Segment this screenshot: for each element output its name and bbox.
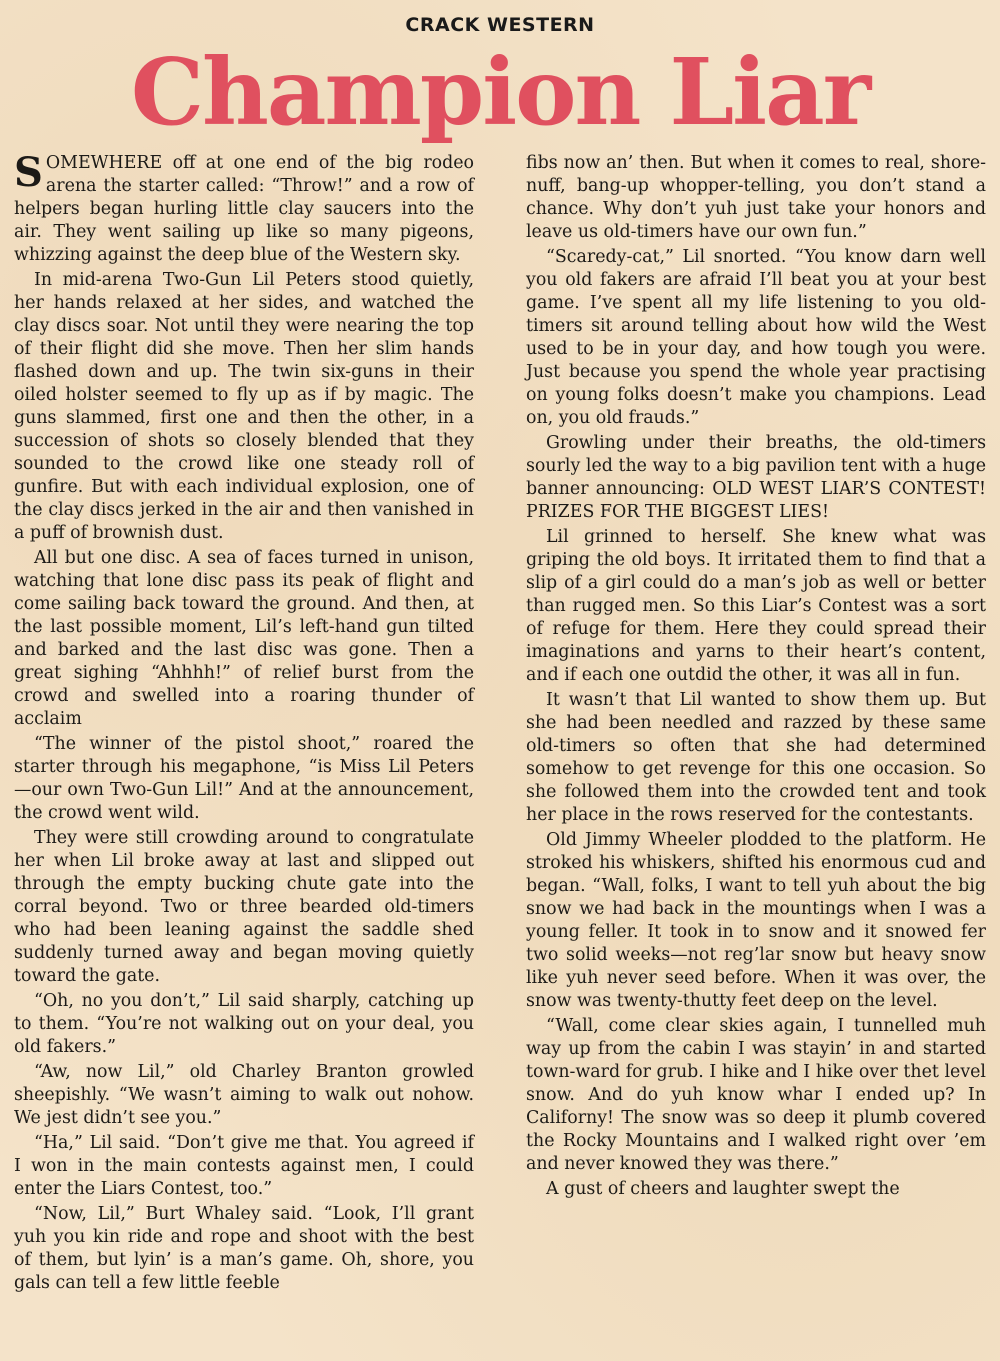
drop-cap: S	[14, 149, 43, 196]
paragraph: “Aw, now Lil,” old Charley Branton growled sheepishly. “We wasn’t aiming to walk out nohow. We jest didn’t see you.”	[14, 1062, 474, 1128]
paragraph: Lil grinned to herself. She knew what was griping the old boys. It irritated them to find that a slip of a girl could do a man’s job as well or better than rugged men. So this Liar’s Contest was a sort of refuge for them. Here they could spread their imaginations and yarns to their heart’s content, and if each one outdid the other, it was all in fun.	[526, 527, 986, 685]
paragraph: They were still crowding around to congratulate her when Lil broke away at last and slipped out through the empty bucking chute gate into the corral beyond. Two or three bearded old-timers who had been leaning against the saddle shed suddenly turned away and began moving quietly toward the gate.	[14, 828, 474, 986]
masthead: CRACK WESTERN	[405, 14, 595, 36]
paragraph: “The winner of the pistol shoot,” roared the starter through his megaphone, “is Miss Lil Peters—our own Two-Gun Lil!” And at the announcement, the crowd went wild.	[14, 734, 474, 823]
paragraph: “Now, Lil,” Burt Whaley said. “Look, I’ll grant yuh you kin ride and rope and shoot with the best of them, but lyin’ is a man’s game. Oh, shore, you gals can tell a few little feeble	[14, 1204, 474, 1293]
left-column	[14, 149, 474, 1297]
paragraph: A gust of cheers and laughter swept the	[546, 1179, 900, 1199]
paragraph: SOMEWHERE off at one end of the big rodeo arena the starter called: “Throw!” and a row of helpers began hurling little clay saucers into the air. They went sailing up like so many pigeons, whizzing against the deep blue of the Western sky.	[14, 149, 474, 265]
paragraph: All but one disc. A sea of faces turned in unison, watching that lone disc pass its peak of flight and come sailing back toward the ground. And then, at the last possible moment, Lil’s left-hand gun tilted and barked and the last disc was gone. Then a great sighing “Ahhhh!” of relief burst from the crowd and swelled into a roaring thunder of acclaim	[14, 548, 474, 729]
paragraph: It wasn’t that Lil wanted to show them up. But she had been needled and razzed by these same old-timers so often that she had determined somehow to get revenge for this one occasion. So she followed them into the crowded tent and took her place in the rows reserved for the contestants.	[526, 690, 986, 825]
paragraph: In mid-arena Two-Gun Lil Peters stood quietly, her hands relaxed at her sides, and watched the clay discs soar. Not until they were nearing the top of their flight did she move. Then her slim hands flashed down and up. The twin six-guns in their oiled holster seemed to fly up as if by magic. The guns slammed, first one and then the other, in a succession of shots so closely blended that they sounded to the crowd like one steady roll of gunfire. But with each individual explosion, one of the clay discs jerked in the air and then vanished in a puff of brownish dust.	[14, 270, 474, 543]
story-title: Champion Liar	[130, 38, 870, 146]
right-column	[526, 152, 986, 1203]
paragraph: fibs now an’ then. But when it comes to real, shore-nuff, bang-up whopper-telling, you don’t stand a chance. Why don’t yuh just take your honors and leave us old-timers have our own fun.”	[526, 153, 986, 242]
paragraph: “Ha,” Lil said. “Don’t give me that. You agreed if I won in the main contests against men, I could enter the Liars Contest, too.”	[14, 1133, 474, 1199]
paragraph: “Oh, no you don’t,” Lil said sharply, catching up to them. “You’re not walking out on your deal, you old fakers.”	[14, 991, 474, 1057]
paragraph: Old Jimmy Wheeler plodded to the platform. He stroked his whiskers, shifted his enormous cud and began. “Wall, folks, I want to tell yuh about the big snow we had back in the mountings when I was a young feller. It took in to snow and it snowed fer two solid weeks—not reg’lar snow but heavy snow like yuh never seed before. When it was over, the snow was twenty-thutty feet deep on the level.	[526, 830, 986, 1011]
paragraph: “Scaredy-cat,” Lil snorted. “You know darn well you old fakers are afraid I’ll beat you at your best game. I’ve spent all my life listening to you old-timers sit around telling about how wild the West used to be in your day, and how tough you were. Just because you spend the whole year practising on young folks doesn’t make you champions. Lead on, you old frauds.”	[526, 247, 986, 428]
paragraph: “Wall, come clear skies again, I tunnelled muh way up from the cabin I was stayin’ in and started town-ward for grub. I hike and I hike over thet level snow. And do yuh know whar I ended up? In Californy! The snow was so deep it plumb covered the Rocky Mountains and I walked right over ’em and never knowed they was there.”	[526, 1016, 986, 1174]
paragraph: Growling under their breaths, the old-timers sourly led the way to a big pavilion tent with a huge banner announcing: OLD WEST LIAR’S CONTEST! PRIZES FOR THE BIGGEST LIES!	[526, 433, 986, 522]
